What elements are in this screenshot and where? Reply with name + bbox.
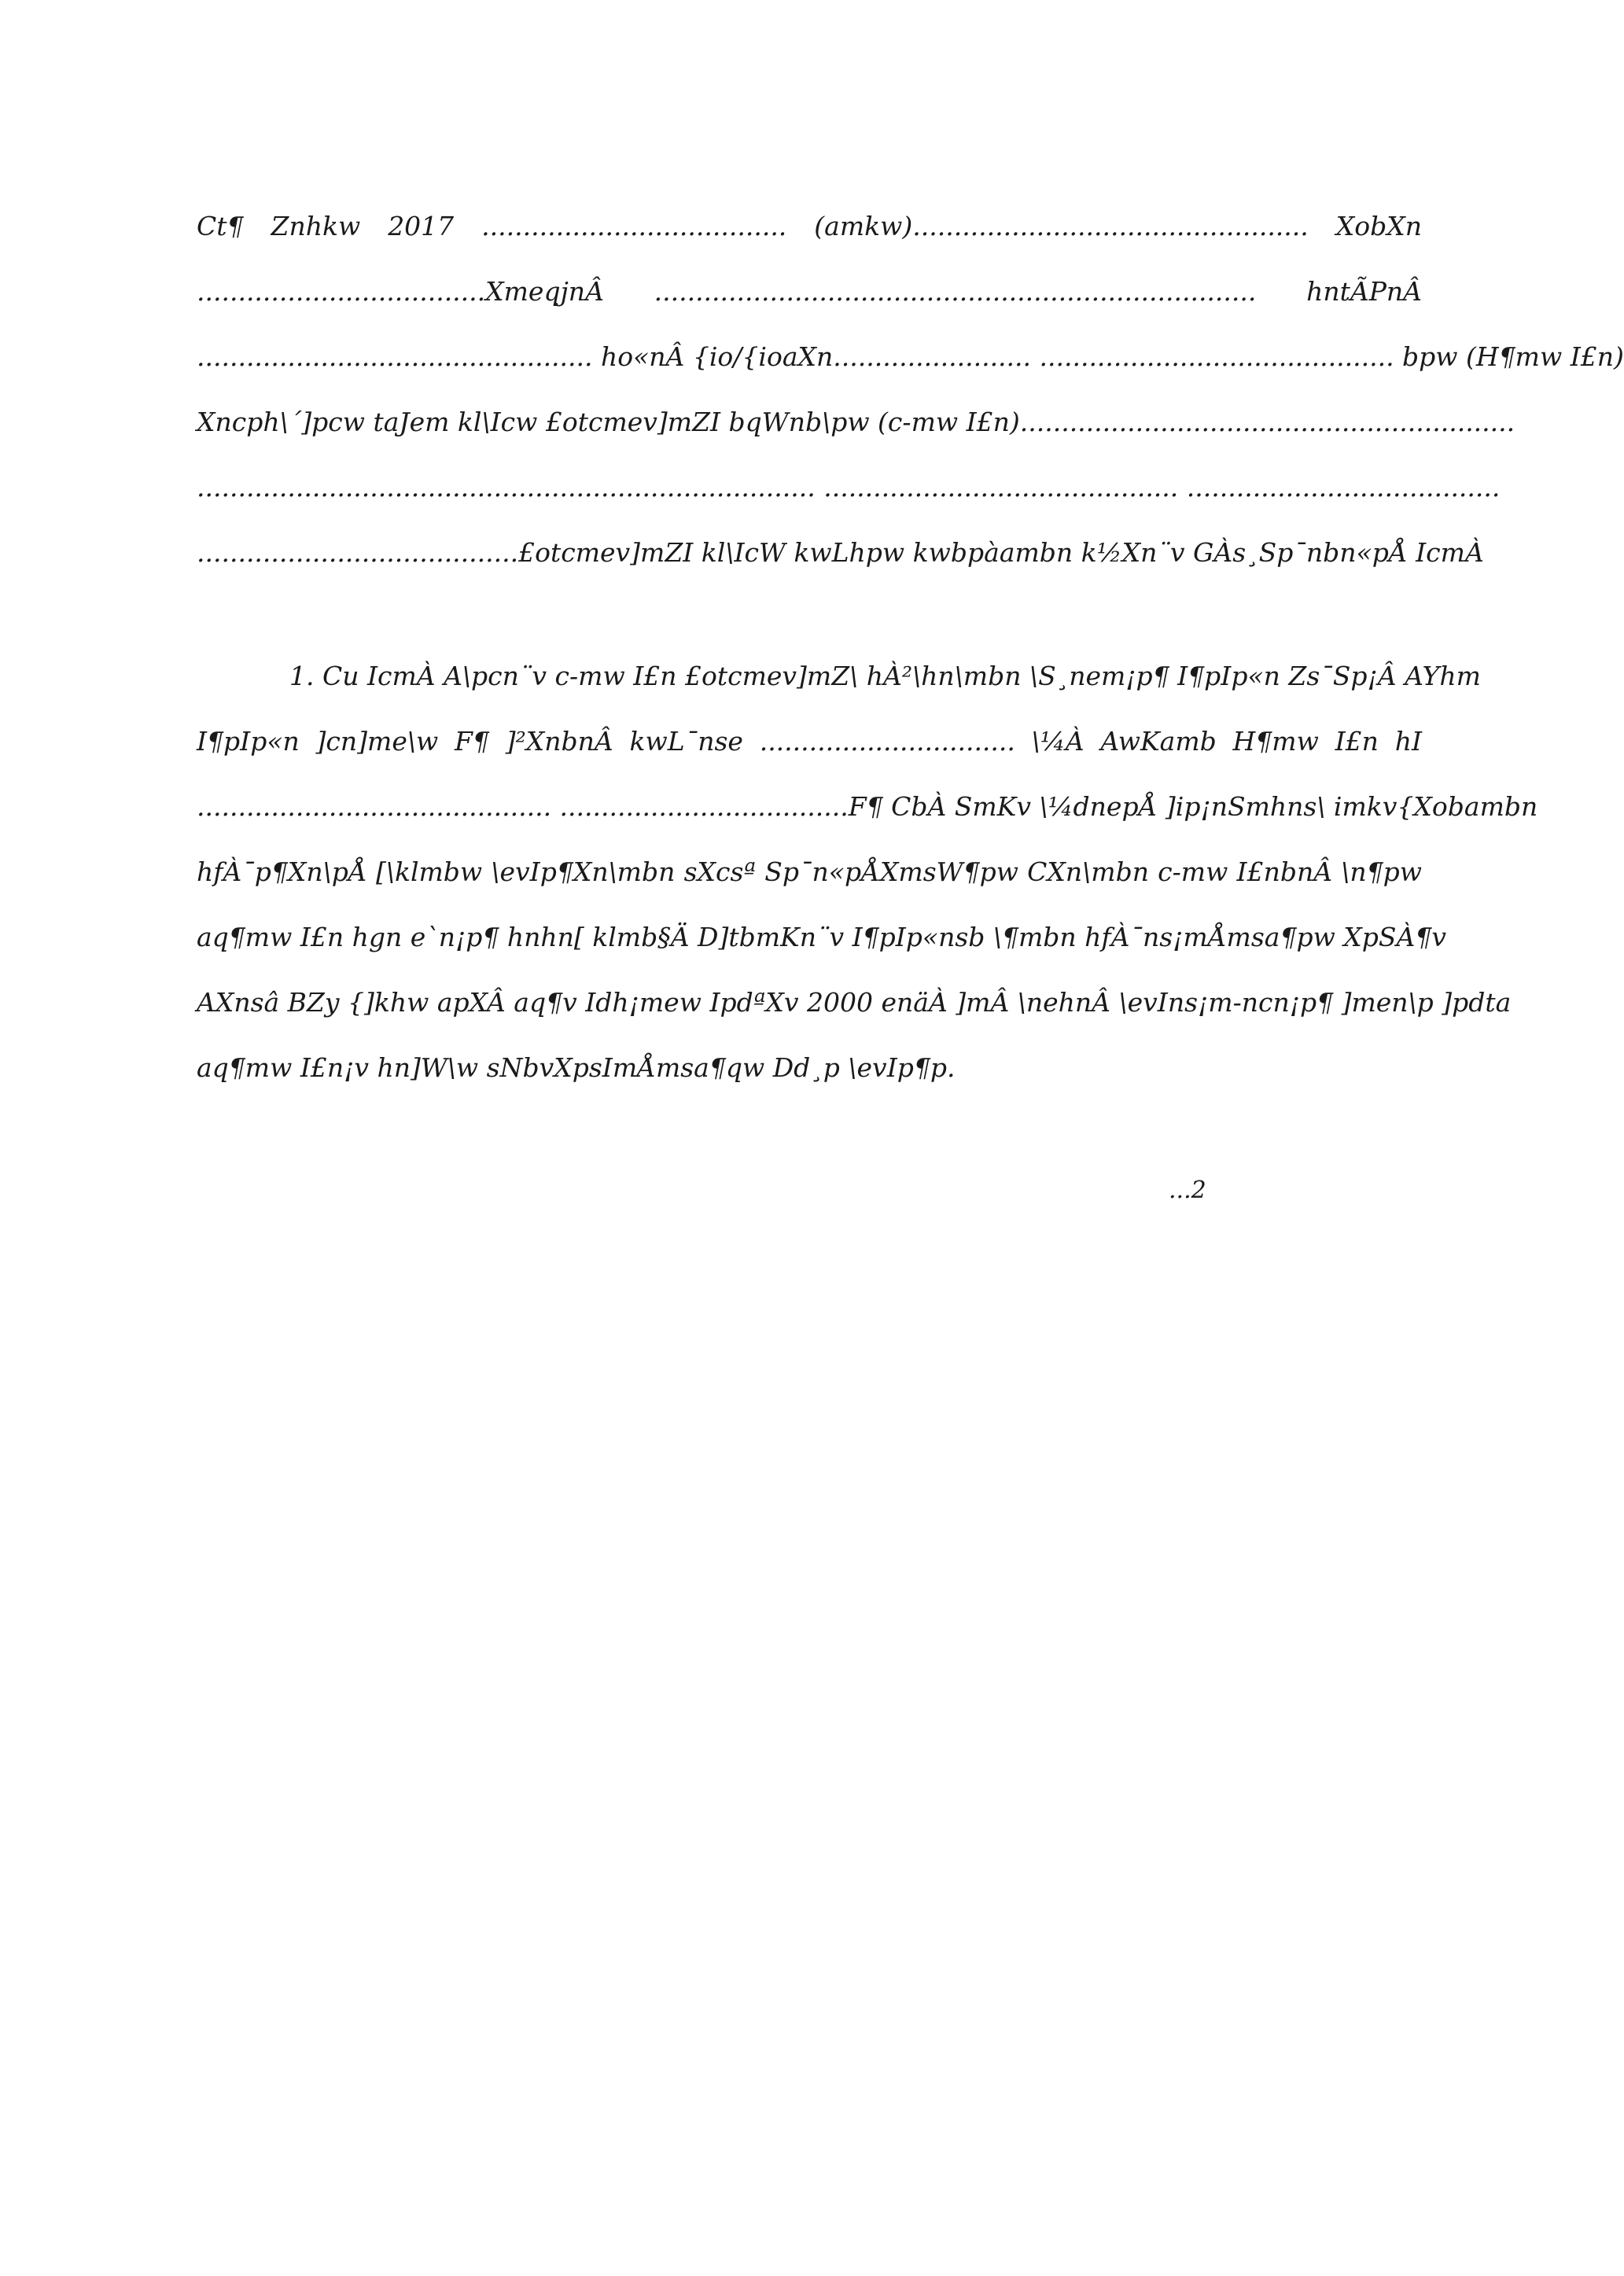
intro-line: Xncph\´]pcw taJem kl\Icw £otcmev]mZI bqWnb\pw (c-mw I£n)............................................................	[197, 407, 1515, 437]
intro-line: ................................................ ho«nÂ {io/{ioaXn........................ ........................................... bpw (H¶mw I£n)	[197, 341, 1624, 372]
clause-line: hfÀ¯p¶Xn\pÅ [\klmbw \evIp¶Xn\mbn sXcsª Sp¯n«pÅXmsW¶pw CXn\mbn c-mw I£nbnÂ \n¶pw	[197, 856, 1422, 887]
clause-line: AXnsâ BZy {]khw apXÂ aq¶v Idh¡mew IpdªXv 2000 enäÀ ]mÂ \nehnÂ \evIns¡m-ncn¡p¶ ]men\p ]pdta	[197, 987, 1512, 1018]
intro-line: .......................................£otcmev]mZI kl\IcW kwLhpw kwbpàambn k½Xn¨v GÀs¸Sp¯nbn«pÅ IcmÀ	[197, 537, 1484, 568]
clause-line: aq¶mw I£n hgn e`n¡p¶ hnhn[ klmb§Ä D]tbmKn¨v I¶pIp«nsb \¶mbn hfÀ¯ns¡mÅmsa¶pw XpSÀ¶v	[197, 922, 1446, 952]
intro-line: ...................................XmeqjnÂ ......................................................................... hntÃPnÂ	[197, 276, 1422, 307]
clause-line: 1. Cu IcmÀ A\pcn¨v c-mw I£n £otcmev]mZ\ hÀ²\hn\mbn \S¸nem¡p¶ I¶pIp«n Zs¯Sp¡Â AYhm	[289, 661, 1481, 691]
intro-line: Ct¶ Znhkw 2017 ..................................... (amkw)................................................ XobXn	[197, 211, 1422, 241]
intro-line: ........................................................................... ........................................... ......................................	[197, 472, 1501, 503]
intro-paragraph	[197, 193, 1624, 585]
clause-line: I¶pIp«n ]cn]me\w F¶ ]²XnbnÂ kwL¯nse ............................... \¼À AwKamb H¶mw I£n hI	[197, 726, 1422, 757]
clause-1-paragraph	[197, 643, 1538, 1100]
clause-line: ........................................... ...................................F¶ CbÀ SmKv \¼dnepÅ ]ip¡nSmhns\ imkv{Xobambn	[197, 791, 1538, 822]
page-continuation-marker: ...2	[1169, 1177, 1206, 1204]
clause-line: aq¶mw I£n¡v hn]W\w sNbvXpsImÅmsa¶qw Dd¸p \evIp¶p.	[197, 1052, 956, 1083]
